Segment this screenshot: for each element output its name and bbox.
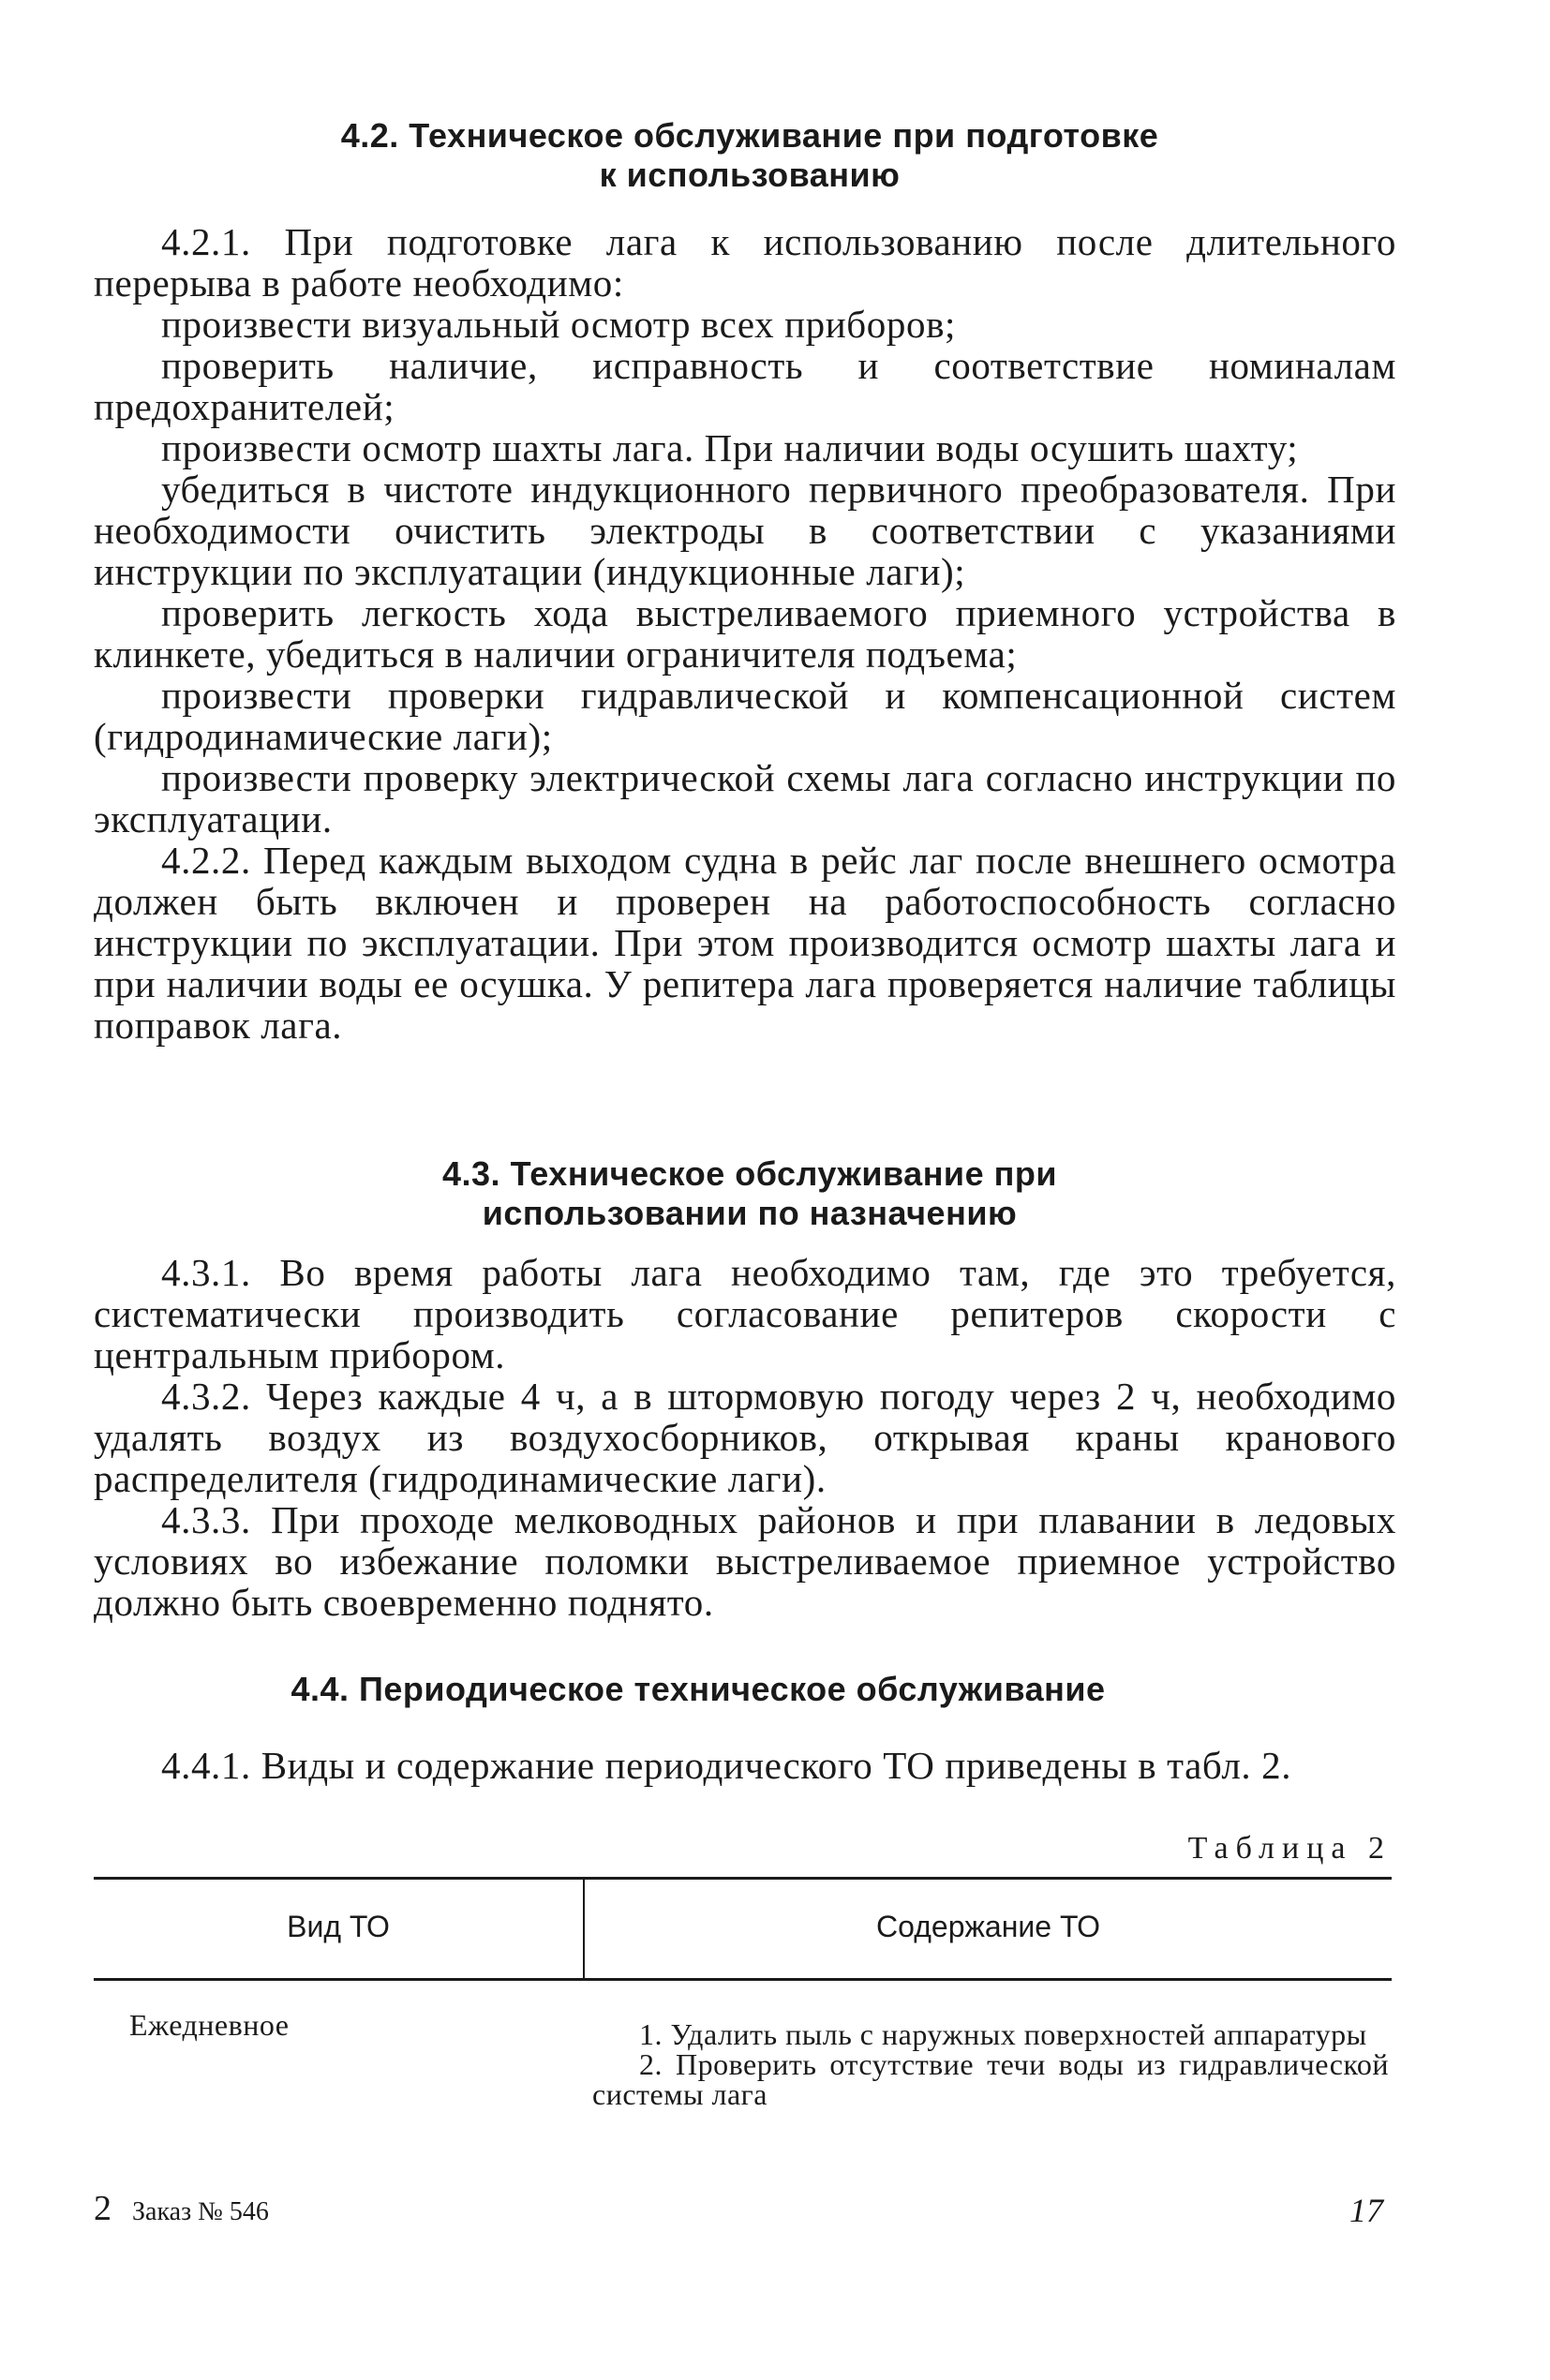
table-item-remove-dust: 1. Удалить пыль с наружных поверхностей аппаратуры xyxy=(639,2017,1367,2051)
list-item-check-circuit: произвести проверку электрической схемы лага согласно инструкции по эксплуатации. xyxy=(94,756,1396,840)
paragraph-4-4-1: 4.4.1. Виды и содержание периодического ТО приведены в табл. 2. xyxy=(161,1744,1292,1787)
page-number: 17 xyxy=(1349,2192,1383,2229)
section-4-2-body xyxy=(94,221,1396,1046)
list-item-check-receiver: проверить легкость хода выстреливаемого приемного устройства в клинкете, убедиться в наличии ограничителя подъема; xyxy=(94,591,1396,676)
list-item-check-hydraulic: произвести проверки гидравлической и компенсационной систем (гидродинамические лаги); xyxy=(94,674,1396,758)
table-item-check-leak: 2. Проверить отсутствие течи воды из гидравлической системы лага xyxy=(592,2047,1389,2111)
signature-number: 2 xyxy=(94,2189,112,2228)
order-number: Заказ № 546 xyxy=(132,2197,269,2226)
paragraph-4-3-1: 4.3.1. Во время работы лага необходимо там, где это требуется, систематически производить согласование репитеров скорости с центральным прибором. xyxy=(94,1251,1396,1376)
section-4-2-heading-line1: 4.2. Техническое обслуживание при подготовке xyxy=(340,116,1159,155)
table-header-rule xyxy=(94,1978,1392,1981)
list-item-check-fuses: проверить наличие, исправность и соответствие номиналам предохранителей; xyxy=(94,344,1396,428)
section-4-3-body xyxy=(94,1252,1396,1623)
paragraph-4-3-2: 4.3.2. Через каждые 4 ч, а в штормовую погоду через 2 ч, необходимо удалять воздух из воздухосборников, открывая краны кранового распределителя (гидродинамические лаги). xyxy=(94,1375,1396,1500)
paragraph-4-2-2: 4.2.2. Перед каждым выходом судна в рейс лаг после внешнего осмотра должен быть включен и проверен на работоспособность согласно инструкции по эксплуатации. При этом производится осмотр шахты лага и при наличии воды ее осушка. У репитера лага проверяется наличие таблицы поправок лага. xyxy=(94,839,1396,1047)
list-item-inspect-devices: произвести визуальный осмотр всех приборов; xyxy=(161,303,957,346)
table-cell-type-daily: Ежедневное xyxy=(129,2008,290,2042)
table-top-rule xyxy=(94,1877,1392,1880)
list-item-check-transducer: убедиться в чистоте индукционного первичного преобразователя. При необходимости очистить электроды в соответствии с указаниями инструкции по эксплуатации (индукционные лаги); xyxy=(94,468,1396,593)
section-4-4-heading: 4.4. Периодическое техническое обслуживание xyxy=(291,1670,1106,1708)
paragraph-4-3-3: 4.3.3. При проходе мелководных районов и при плавании в ледовых условиях во избежание поломки выстреливаемое приемное устройство должно быть своевременно поднято. xyxy=(94,1498,1396,1624)
section-4-2-heading xyxy=(94,116,1406,195)
section-4-3-heading xyxy=(94,1154,1406,1233)
table-header-content: Содержание ТО xyxy=(876,1910,1100,1943)
printer-signature xyxy=(94,2188,269,2229)
section-4-4-body xyxy=(94,1745,1396,1786)
table-caption: Таблица 2 xyxy=(1187,1831,1392,1866)
table-header-type: Вид ТО xyxy=(287,1910,390,1943)
list-item-inspect-shaft: произвести осмотр шахты лага. При наличии воды осушить шахту; xyxy=(161,426,1299,469)
section-4-3-heading-line1: 4.3. Техническое обслуживание при xyxy=(442,1154,1057,1193)
paragraph-4-2-1: 4.2.1. При подготовке лага к использованию после длительного перерыва в работе необходимо: xyxy=(94,220,1396,305)
section-4-3-heading-line2: использовании по назначению xyxy=(482,1194,1018,1232)
table-cell-content-daily xyxy=(592,2019,1389,2109)
section-4-2-heading-line2: к использованию xyxy=(599,156,901,194)
